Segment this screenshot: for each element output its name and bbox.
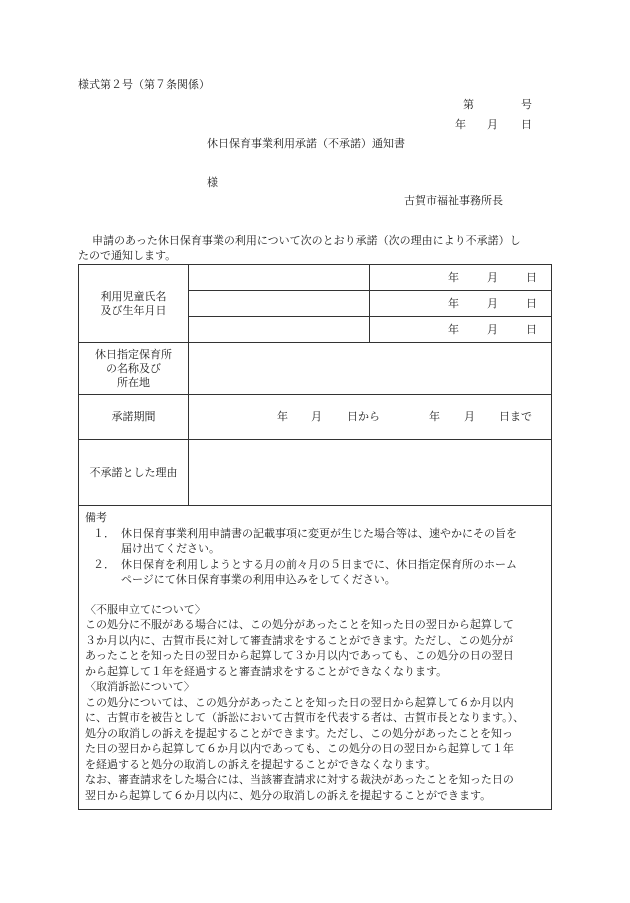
facility-field[interactable] — [189, 343, 552, 395]
objection-line: ３か月以内に、古賀市長に対して審査請求をすることができます。ただし、この処分が — [85, 633, 514, 647]
notes-heading: 備考 — [85, 511, 107, 524]
child-birthdate-field-2[interactable] — [370, 291, 552, 317]
lawsuit-line: 翌日から起算して６か月以内に、処分の取消しの訴えを提起することができます。 — [85, 788, 492, 802]
child-row-1 — [79, 265, 552, 291]
lawsuit-line: を経過すると処分の取消しの訴えを提起することができなくなります。 — [85, 757, 437, 771]
date-year-label: 年 — [455, 118, 466, 131]
refusal-row — [79, 440, 552, 506]
facility-row — [79, 343, 552, 395]
child-name-field-1[interactable] — [189, 265, 370, 291]
form-number: 様式第２号（第７条関係） — [78, 78, 210, 91]
date-month: 月 — [487, 270, 498, 284]
period-month-2: 月 — [464, 410, 475, 423]
objection-line: から起算して１年を経過すると審査請求をすることができなくなります。 — [85, 664, 448, 678]
facility-label — [79, 343, 189, 395]
child-name-field-2[interactable] — [189, 291, 370, 317]
notes-item-line: ページにて休日保育事業の利用申込みをしてください。 — [121, 573, 396, 586]
notes-item-line: 休日保育事業利用申請書の記載事項に変更が生じた場合等は、速やかにその旨を — [121, 526, 517, 540]
period-label: 承諾期間 — [79, 395, 189, 440]
date-day: 日 — [526, 322, 537, 336]
child-label — [79, 265, 189, 343]
date-year: 年 — [448, 270, 459, 284]
date-month: 月 — [487, 296, 498, 310]
child-label-line-2: 及び生年月日 — [100, 303, 167, 317]
date-day-label: 日 — [521, 118, 532, 131]
notes-row — [79, 506, 552, 810]
objection-heading: 〈不服申立てについて〉 — [85, 602, 206, 616]
lawsuit-line: 処分の取消しの訴えを提起することができます。ただし、この処分があったことを知っ — [85, 726, 514, 740]
notes-item-number: ２． — [93, 557, 115, 571]
period-month: 月 — [311, 410, 322, 423]
period-to: 日まで — [499, 410, 532, 423]
notes-item-line: 届け出てください。 — [121, 542, 220, 555]
issuer: 古賀市福祉事務所長 — [404, 194, 503, 207]
date-day: 日 — [526, 270, 537, 284]
child-label-line-1: 利用児童氏名 — [100, 289, 167, 303]
doc-no-go: 号 — [521, 98, 532, 111]
lawsuit-heading: 〈取消訴訟について〉 — [85, 680, 195, 693]
facility-label-line-2: の名称及び — [106, 361, 161, 375]
lawsuit-line: に、古賀市を被告として（訴訟において古賀市を代表する者は、古賀市長となります。）、 — [85, 711, 525, 724]
notes-item — [93, 526, 545, 557]
notes-section — [79, 506, 552, 810]
intro-line-2: たので通知します。 — [78, 249, 177, 262]
lawsuit-line: なお、審査請求をした場合には、当該審査請求に対する裁決があったことを知った日の — [85, 773, 514, 786]
refusal-label: 不承諾とした理由 — [79, 440, 189, 506]
doc-no-dai: 第 — [463, 98, 474, 111]
lawsuit-line: た日の翌日から起算して６か月以内であっても、この処分の日の翌日から起算して１年 — [85, 742, 514, 755]
intro-line-1: 申請のあった休日保育事業の利用について次のとおり承諾（次の理由により不承諾）し — [92, 234, 521, 247]
child-name-field-3[interactable] — [189, 317, 370, 343]
child-birthdate-field-3[interactable] — [370, 317, 552, 343]
period-row — [79, 395, 552, 440]
period-from: 日から — [347, 410, 380, 423]
period-field[interactable] — [189, 395, 552, 440]
notice-table — [78, 264, 552, 810]
page-title: 休日保育事業利用承諾（不承諾）通知書 — [207, 137, 405, 150]
notes-item-line: 休日保育を利用しようとする月の前々月の５日までに、休日指定保育所のホーム — [121, 557, 517, 571]
notes-item-number: １． — [93, 526, 115, 540]
date-month-label: 月 — [487, 118, 498, 131]
period-year-2: 年 — [429, 410, 440, 423]
child-birthdate-field-1[interactable] — [370, 265, 552, 291]
facility-label-line-1: 休日指定保育所 — [95, 347, 172, 361]
date-day: 日 — [526, 296, 537, 310]
facility-label-line-3: 所在地 — [117, 375, 150, 389]
date-month: 月 — [487, 322, 498, 336]
date-year: 年 — [448, 296, 459, 310]
lawsuit-line: この処分については、この処分があったことを知った日の翌日から起算して６か月以内 — [85, 695, 514, 709]
objection-line: あったことを知った日の翌日から起算して３か月以内であっても、この処分の日の翌日 — [85, 649, 514, 662]
addressee-suffix: 様 — [207, 176, 218, 189]
date-year: 年 — [448, 322, 459, 336]
notes-item — [93, 557, 545, 588]
objection-line: この処分に不服がある場合には、この処分があったことを知った日の翌日から起算して — [85, 618, 514, 631]
refusal-field[interactable] — [189, 440, 552, 506]
period-year: 年 — [277, 410, 288, 423]
